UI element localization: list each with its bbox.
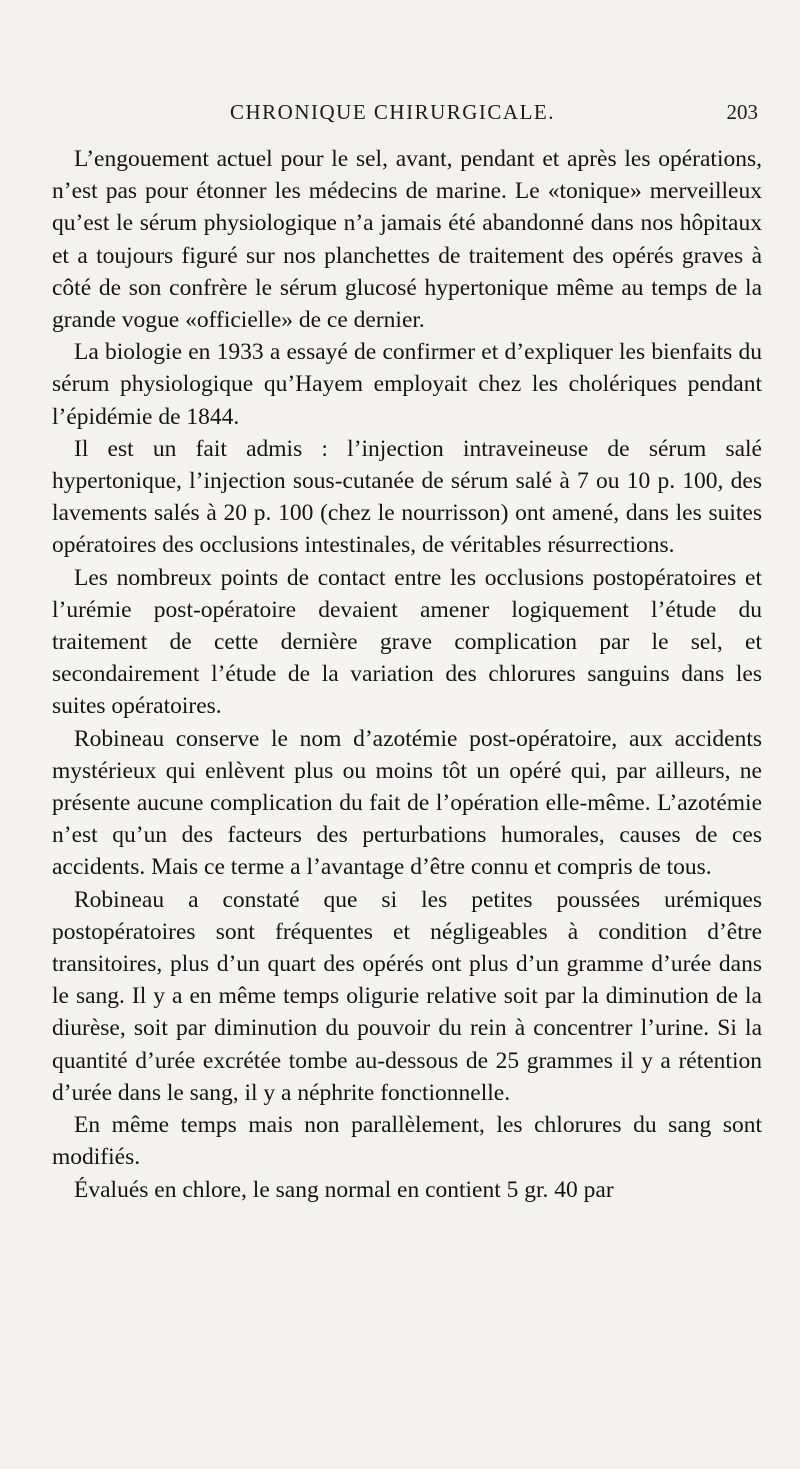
paragraph: En même temps mais non parallèlement, les chlorures du sang sont modifiés.	[52, 1112, 762, 1171]
paragraph: Les nombreux points de contact entre les occlusions postopératoires et l’urémie post-opératoire devaient amener logiquement l’étude du traitement de cette dernière grave complication par le sel, et secondairement l’étude de la variation des chlorures sanguins dans les suites opératoires.	[52, 564, 762, 720]
paragraph: Il est un fait admis : l’injection intraveineuse de sérum salé hypertonique, l’injection sous-cutanée de sérum salé à 7 ou 10 p. 100, des lavements salés à 20 p. 100 (chez le nourrisson) ont amené, dans les suites opératoires des occlusions intestinales, de véritables résurrections.	[52, 435, 762, 559]
page-number: 203	[726, 100, 758, 124]
body-text	[52, 143, 762, 1206]
paragraph: La biologie en 1933 a essayé de confirmer et d’expliquer les bienfaits du sérum physiologique qu’Hayem employait chez les cholériques pendant l’épidémie de 1844.	[52, 339, 762, 430]
paragraph: L’engouement actuel pour le sel, avant, pendant et après les opérations, n’est pas pour étonner les médecins de marine. Le «tonique» merveilleux qu’est le sérum physiologique n’a jamais été abandonné dans nos hôpitaux et a toujours figuré sur nos planchettes de traitement des opérés graves à côté de son confrère le sérum glucosé hypertonique même au temps de la grande vogue «officielle» de ce dernier.	[52, 146, 762, 334]
running-head: CHRONIQUE CHIRURGICALE.	[230, 100, 555, 124]
page-header	[52, 100, 768, 134]
paragraph: Robineau conserve le nom d’azotémie post-opératoire, aux accidents mystérieux qui enlèvent plus ou moins tôt un opéré qui, par ailleurs, ne présente aucune complication du fait de l’opération elle-même. L’azotémie n’est qu’un des facteurs des perturbations humorales, causes de ces accidents. Mais ce terme a l’avantage d’être connu et compris de tous.	[52, 725, 762, 881]
paragraph: Évalués en chlore, le sang normal en contient 5 gr. 40 par	[74, 1176, 614, 1203]
paragraph: Robineau a constaté que si les petites poussées urémiques postopératoires sont fréquentes et négligeables à condition d’être transitoires, plus d’un quart des opérés ont plus d’un gramme d’urée dans le sang. Il y a en même temps oligurie relative soit par la diminution de la diurèse, soit par diminution du pouvoir du rein à concentrer l’urine. Si la quantité d’urée excrétée tombe au-dessous de 25 grammes il y a rétention d’urée dans le sang, il y a néphrite fonctionnelle.	[52, 886, 762, 1106]
